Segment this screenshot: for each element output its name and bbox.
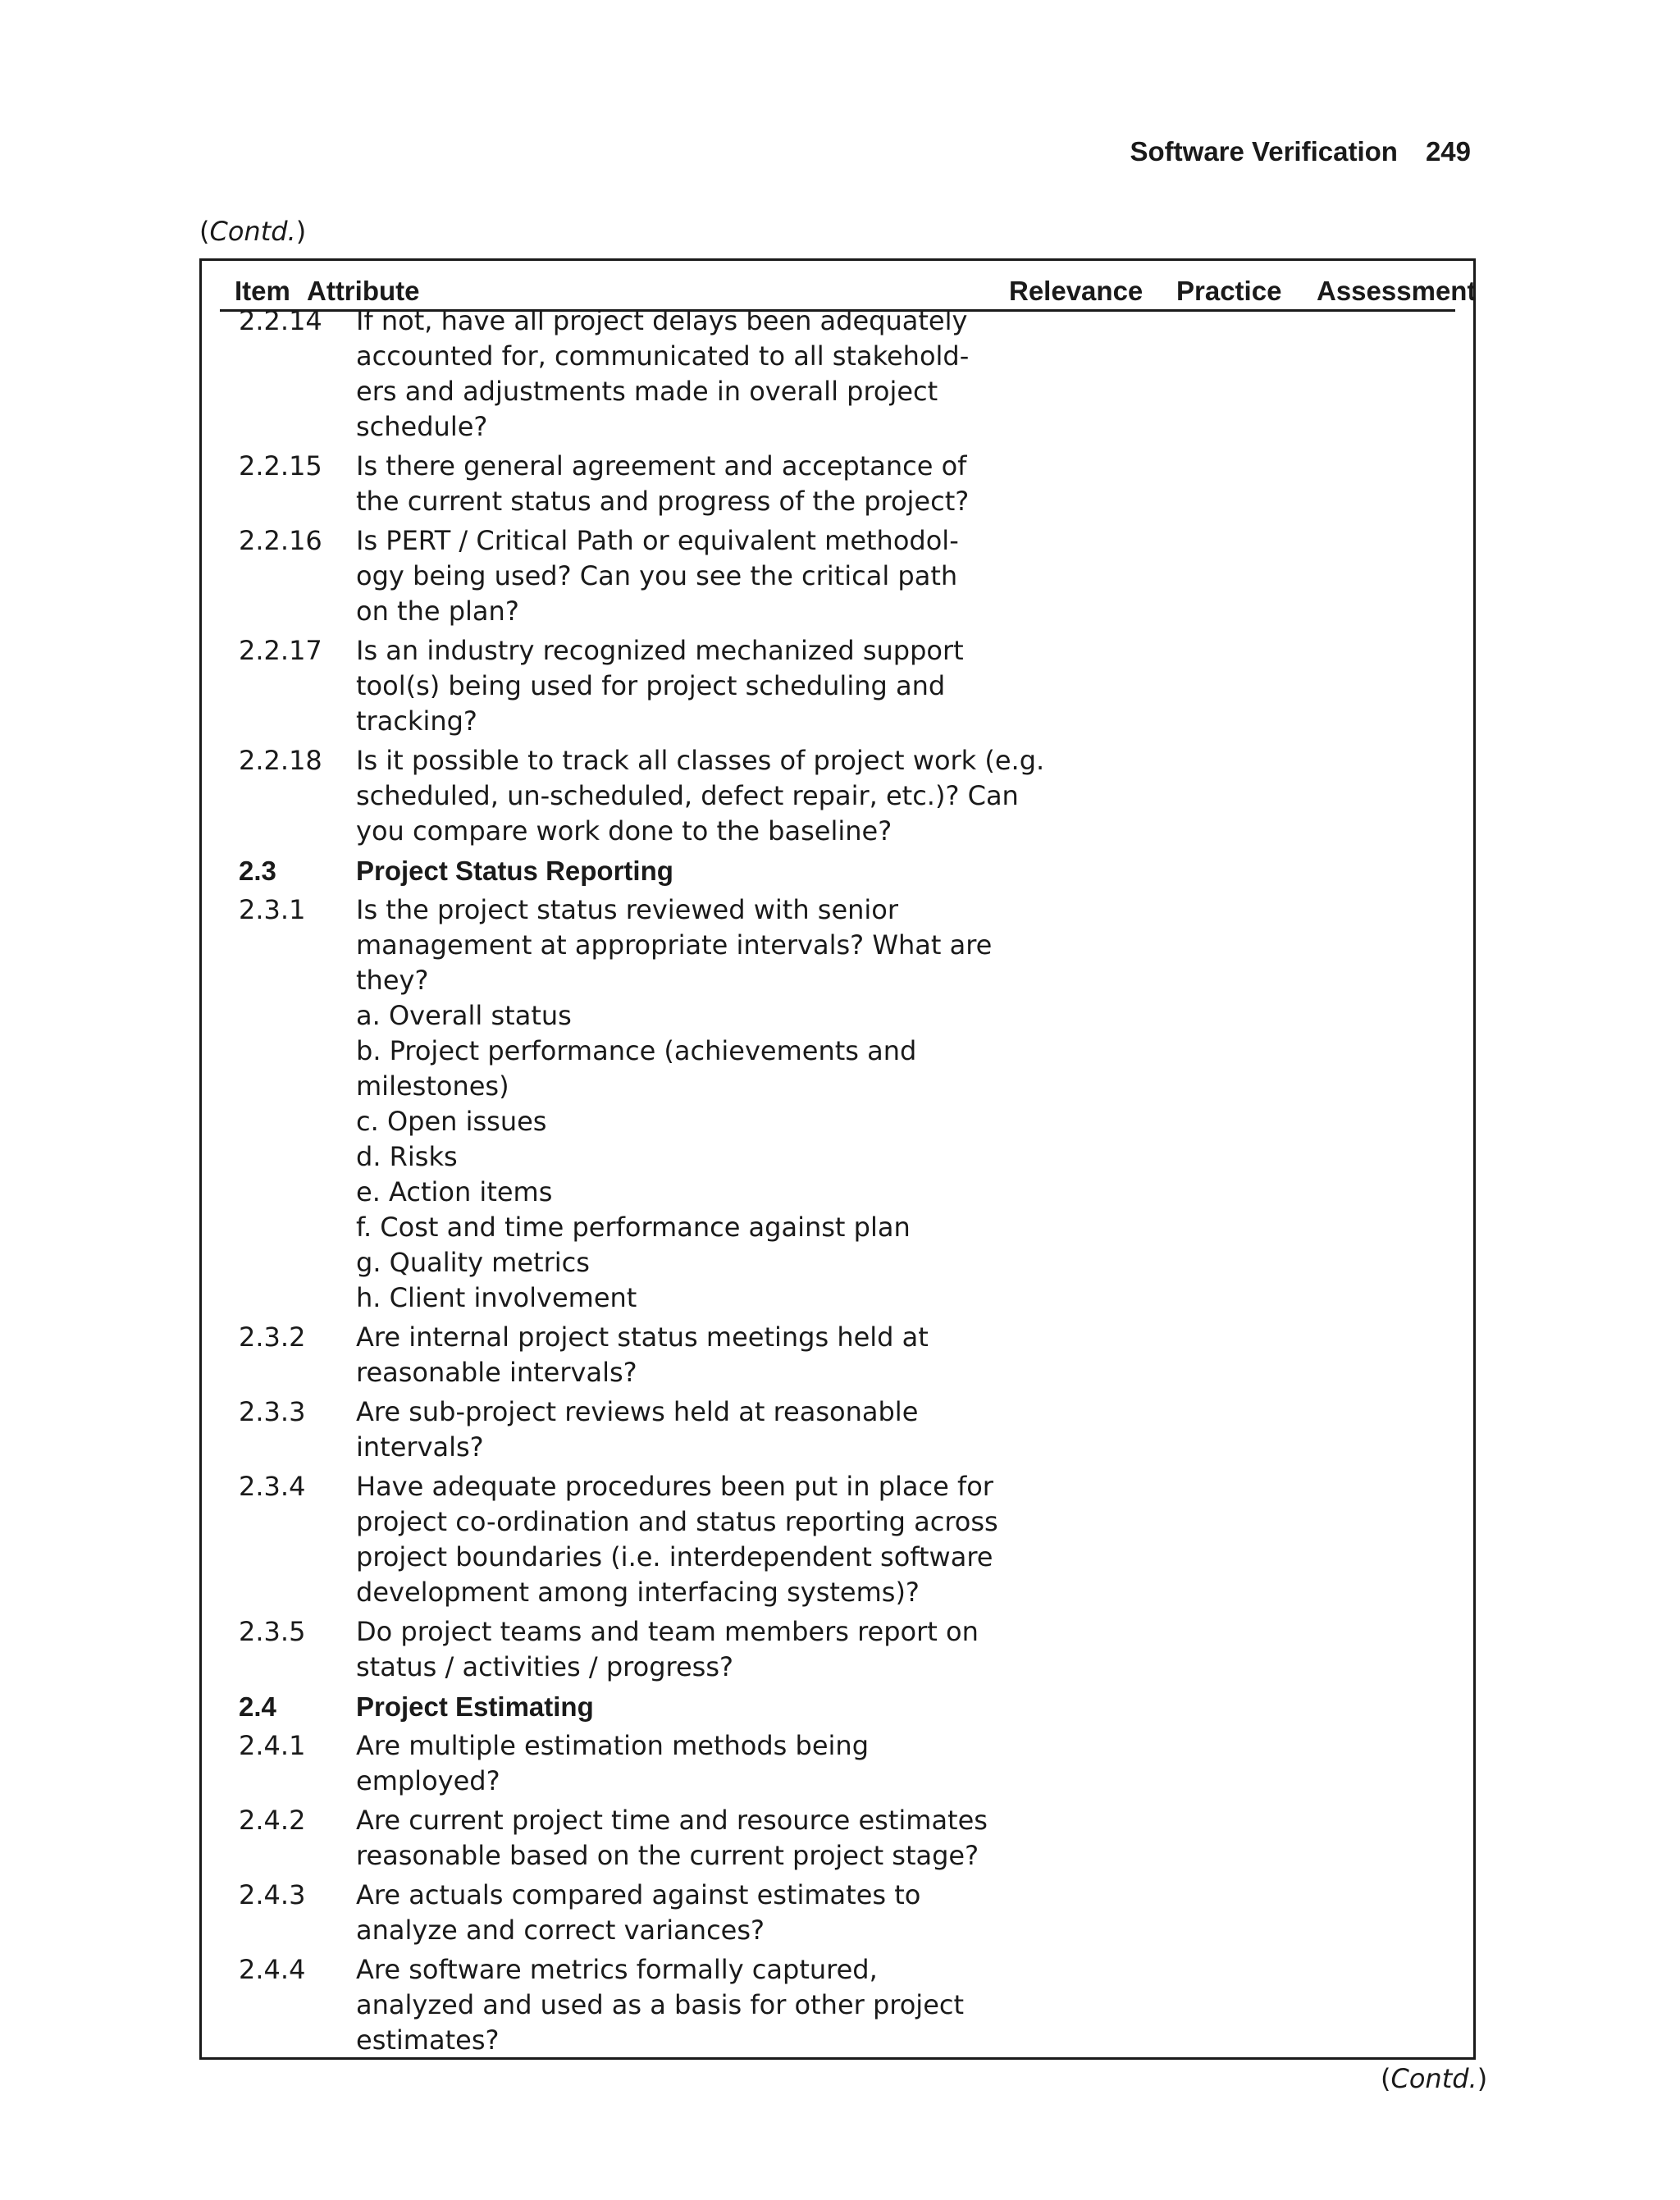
item-number: 2.2.14 — [239, 305, 322, 336]
attribute-text — [356, 633, 1148, 739]
attribute-line: Is it possible to track all classes of project work (e.g. — [356, 745, 1045, 776]
attribute-line: intervals? — [356, 1431, 484, 1463]
contd-label-top: (Contd.) — [199, 216, 307, 247]
attribute-line: project boundaries (i.e. interdependent software — [356, 1541, 993, 1572]
attribute-line: g. Quality metrics — [356, 1247, 590, 1278]
attribute-line: on the plan? — [356, 596, 519, 627]
item-number: 2.4.4 — [239, 1954, 306, 1985]
checklist-table — [199, 258, 1476, 2060]
contd-top-text: Contd. — [209, 216, 296, 247]
attribute-line: scheduled, un-scheduled, defect repair, etc.)? Can — [356, 780, 1019, 811]
attribute-line: schedule? — [356, 411, 488, 442]
col-header-assessment: Assessment — [1317, 276, 1477, 306]
attribute-text — [356, 523, 1148, 629]
item-number: 2.4 — [239, 1691, 276, 1722]
attribute-text — [356, 449, 1148, 519]
attribute-line: Are sub-project reviews held at reasonable — [356, 1396, 919, 1427]
attribute-line: b. Project performance (achievements and — [356, 1035, 917, 1066]
attribute-text — [356, 853, 1148, 888]
attribute-line: Have adequate procedures been put in place for — [356, 1471, 993, 1502]
item-number: 2.4.3 — [239, 1879, 306, 1910]
attribute-line: Are multiple estimation methods being — [356, 1730, 869, 1761]
attribute-line: they? — [356, 965, 429, 996]
attribute-text — [356, 1469, 1148, 1610]
table-row — [202, 523, 1473, 629]
table-row — [202, 1394, 1473, 1465]
attribute-text — [356, 743, 1148, 849]
col-header-attribute: Attribute — [307, 276, 420, 306]
attribute-line: management at appropriate intervals? What are — [356, 929, 993, 961]
attribute-text — [356, 304, 1148, 445]
table-row — [202, 1728, 1473, 1799]
attribute-line: reasonable intervals? — [356, 1357, 637, 1388]
attribute-line: reasonable based on the current project stage? — [356, 1840, 979, 1871]
attribute-text — [356, 1728, 1148, 1799]
table-row — [202, 633, 1473, 739]
attribute-line: milestones) — [356, 1070, 509, 1102]
attribute-line: h. Client involvement — [356, 1282, 637, 1313]
attribute-line: analyze and correct variances? — [356, 1915, 765, 1946]
attribute-text — [356, 1952, 1148, 2058]
section-row — [202, 1689, 1473, 1724]
page-number: 249 — [1425, 136, 1471, 167]
attribute-text — [356, 892, 1148, 1316]
attribute-line: Is there general agreement and acceptance of — [356, 450, 967, 482]
item-number: 2.3 — [239, 856, 276, 886]
attribute-line: Are internal project status meetings held at — [356, 1321, 929, 1353]
attribute-line: Are actuals compared against estimates to — [356, 1879, 921, 1910]
attribute-line: d. Risks — [356, 1141, 458, 1172]
attribute-line: f. Cost and time performance against plan — [356, 1212, 911, 1243]
table-row — [202, 1952, 1473, 2058]
item-number: 2.3.2 — [239, 1321, 306, 1353]
col-header-relevance: Relevance — [1009, 276, 1144, 306]
attribute-line: a. Overall status — [356, 1000, 572, 1031]
table-row — [202, 892, 1473, 1316]
attribute-line: development among interfacing systems)? — [356, 1577, 920, 1608]
section-title: Software Verification — [1130, 136, 1398, 167]
col-header-item: Item — [235, 276, 290, 306]
item-number: 2.4.2 — [239, 1805, 306, 1836]
attribute-line: tracking? — [356, 705, 477, 737]
attribute-text — [356, 1689, 1148, 1724]
table-row — [202, 1469, 1473, 1610]
item-number: 2.4.1 — [239, 1730, 306, 1761]
section-row — [202, 853, 1473, 888]
attribute-line: Is the project status reviewed with senior — [356, 894, 899, 925]
attribute-line: ers and adjustments made in overall project — [356, 376, 938, 407]
item-number: 2.3.4 — [239, 1471, 306, 1502]
attribute-line: Are software metrics formally captured, — [356, 1954, 878, 1985]
attribute-text — [356, 1614, 1148, 1685]
attribute-line: Project Status Reporting — [356, 856, 673, 886]
attribute-line: analyzed and used as a basis for other project — [356, 1989, 965, 2020]
attribute-line: the current status and progress of the project? — [356, 486, 970, 517]
table-body — [202, 304, 1473, 2058]
attribute-line: you compare work done to the baseline? — [356, 815, 892, 847]
item-number: 2.2.17 — [239, 635, 322, 666]
attribute-line: estimates? — [356, 2024, 500, 2056]
table-row — [202, 1878, 1473, 1948]
attribute-line: employed? — [356, 1765, 500, 1796]
attribute-line: Is PERT / Critical Path or equivalent methodol- — [356, 525, 959, 556]
attribute-line: Project Estimating — [356, 1691, 594, 1722]
table-row — [202, 1320, 1473, 1390]
contd-bottom-text: Contd. — [1390, 2063, 1477, 2094]
table-row — [202, 1803, 1473, 1874]
attribute-text — [356, 1878, 1148, 1948]
attribute-line: accounted for, communicated to all stakehold- — [356, 340, 970, 372]
attribute-line: Is an industry recognized mechanized support — [356, 635, 964, 666]
item-number: 2.2.16 — [239, 525, 322, 556]
attribute-line: status / activities / progress? — [356, 1651, 733, 1682]
attribute-line: c. Open issues — [356, 1106, 547, 1137]
attribute-text — [356, 1803, 1148, 1874]
item-number: 2.2.18 — [239, 745, 322, 776]
item-number: 2.3.1 — [239, 894, 306, 925]
table-row — [202, 449, 1473, 519]
item-number: 2.2.15 — [239, 450, 322, 482]
attribute-text — [356, 1320, 1148, 1390]
attribute-line: ogy being used? Can you see the critical path — [356, 560, 958, 591]
table-row — [202, 743, 1473, 849]
attribute-line: project co-ordination and status reporting across — [356, 1506, 998, 1537]
attribute-line: Do project teams and team members report on — [356, 1616, 979, 1647]
item-number: 2.3.5 — [239, 1616, 306, 1647]
table-row — [202, 304, 1473, 445]
attribute-line: e. Action items — [356, 1176, 553, 1207]
item-number: 2.3.3 — [239, 1396, 306, 1427]
contd-label-bottom: (Contd.) — [1381, 2063, 1488, 2094]
attribute-line: If not, have all project delays been adequately — [356, 305, 968, 336]
running-head — [1130, 136, 1472, 167]
table-row — [202, 1614, 1473, 1685]
attribute-line: tool(s) being used for project scheduling and — [356, 670, 946, 701]
attribute-text — [356, 1394, 1148, 1465]
attribute-line: Are current project time and resource estimates — [356, 1805, 988, 1836]
col-header-practice: Practice — [1176, 276, 1282, 306]
